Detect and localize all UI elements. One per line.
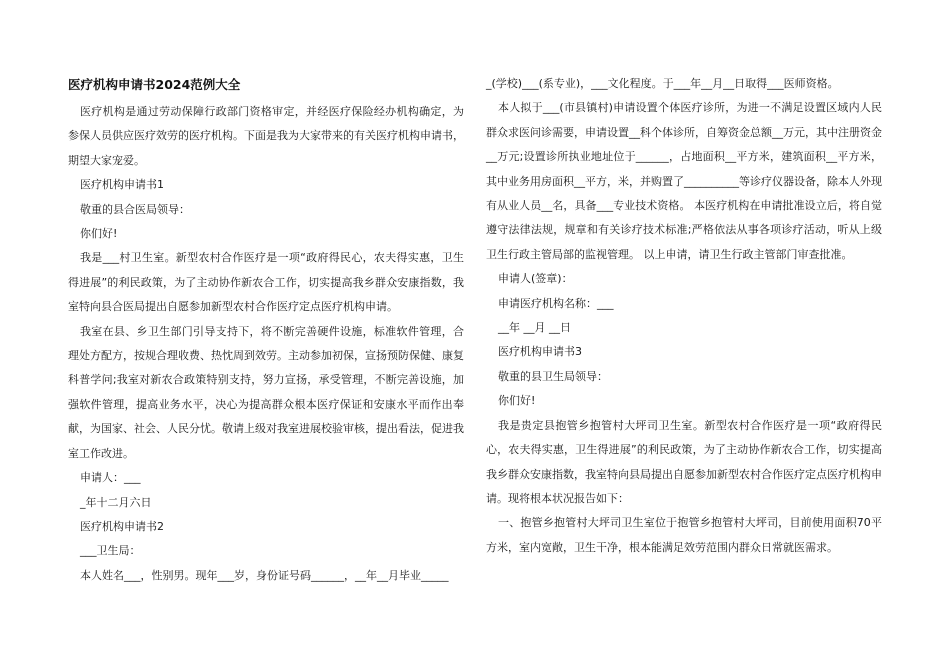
salutation: 敬重的县卫生局领导： <box>498 369 608 383</box>
section-heading-1: 医疗机构申请书1 <box>80 178 164 192</box>
section-heading-3: 医疗机构申请书3 <box>498 345 582 359</box>
signature-line: 申请人(签章)： <box>498 272 573 286</box>
section-heading-2: 医疗机构申请书2 <box>80 519 164 533</box>
right-column <box>486 72 882 560</box>
body-paragraph: 本人拟于___(市县镇村)申请设置个体医疗诊所，为进一不满足设置区域内人民群众求医问诊需要，申请设置__科个体诊所，自筹资金总额__万元，其中注册资金__万元;设置诊所执业地址位于______，占地面积__平方米，建筑面积__平方米，其中业务用房面积__平方，米，并购置了__________等诊疗仪器设备，除本人外现有从业人员__名，具备___专业技术资格。 本医疗机构在申请批准设立后，将自觉遵守法律法规，规章和有关诊疗技术标准;严格依法从事各项诊疗活动，听从上级卫生行政主管局部的监视管理。 以上申请，请卫生行政主管部门审查批准。 <box>486 101 882 261</box>
intro-paragraph: 医疗机构是通过劳动保障行政部门资格审定，并经医疗保险经办机构确定，为参保人员供应医疗效劳的医疗机构。下面是我为大家带来的有关医疗机构申请书，期望大家宠爱。 <box>68 105 464 167</box>
body-paragraph: 本人姓名___，性别男。现年___岁，身份证号码______，__年__月毕业_____ <box>80 568 449 582</box>
body-paragraph: 我是___村卫生室。新型农村合作医疗是一项“政府得民心，农夫得实惠，卫生得进展”的利民政策，为了主动协作新农合工作，切实提高我乡群众安康指数，我室特向县合医局提出自愿参加新型农村合作医疗定点医疗机构申请。 <box>68 251 464 314</box>
greeting: 你们好! <box>80 227 118 241</box>
body-paragraph-continued: _(学校)___(系专业)，___文化程度。于___年__月__日取得___医师资格。 <box>486 77 839 90</box>
left-column <box>68 72 464 588</box>
body-paragraph: 我是贵定县抱管乡抱管村大坪司卫生室。新型农村合作医疗是一项“政府得民心，农夫得实惠，卫生得进展”的利民政策，为了主动协作新农合工作，切实提高我乡群众安康指数，我室特向县局提出自愿参加新型农村合作医疗定点医疗机构申请。现将根本状况报告如下： <box>486 418 882 505</box>
greeting: 你们好! <box>498 394 536 408</box>
document-title: 医疗机构申请书2024范例大全 <box>68 77 241 92</box>
salutation: ___卫生局： <box>80 544 141 558</box>
date-line: _年十二月六日 <box>80 495 152 509</box>
date-line: __年 __月 __日 <box>498 321 571 335</box>
institution-name-line: 申请医疗机构名称：___ <box>498 296 614 310</box>
applicant-line: 申请人：___ <box>80 471 141 485</box>
body-paragraph: 我室在县、乡卫生部门引导支持下，将不断完善硬件设施，标准软件管理，合理处方配方，按规合理收费、热忱周到效劳。主动参加初保，宣扬预防保健、康复科普学问;我室对新农合政策特别支持，努力宣扬，承受管理，不断完善设施，加强软件管理，提高业务水平，决心为提高群众根本医疗保证和安康水平而作出奉献，为国家、社会、人民分忧。敬请上级对我室进展校验审核，提出看法，促进我室工作改进。 <box>68 324 464 460</box>
salutation: 敬重的县合医局领导： <box>80 202 190 216</box>
body-paragraph: 一、抱管乡抱管村大坪司卫生室位于抱管乡抱管村大坪司，目前使用面积70平方米，室内宽敞，卫生干净，根本能满足效劳范围内群众日常就医需求。 <box>486 516 882 554</box>
